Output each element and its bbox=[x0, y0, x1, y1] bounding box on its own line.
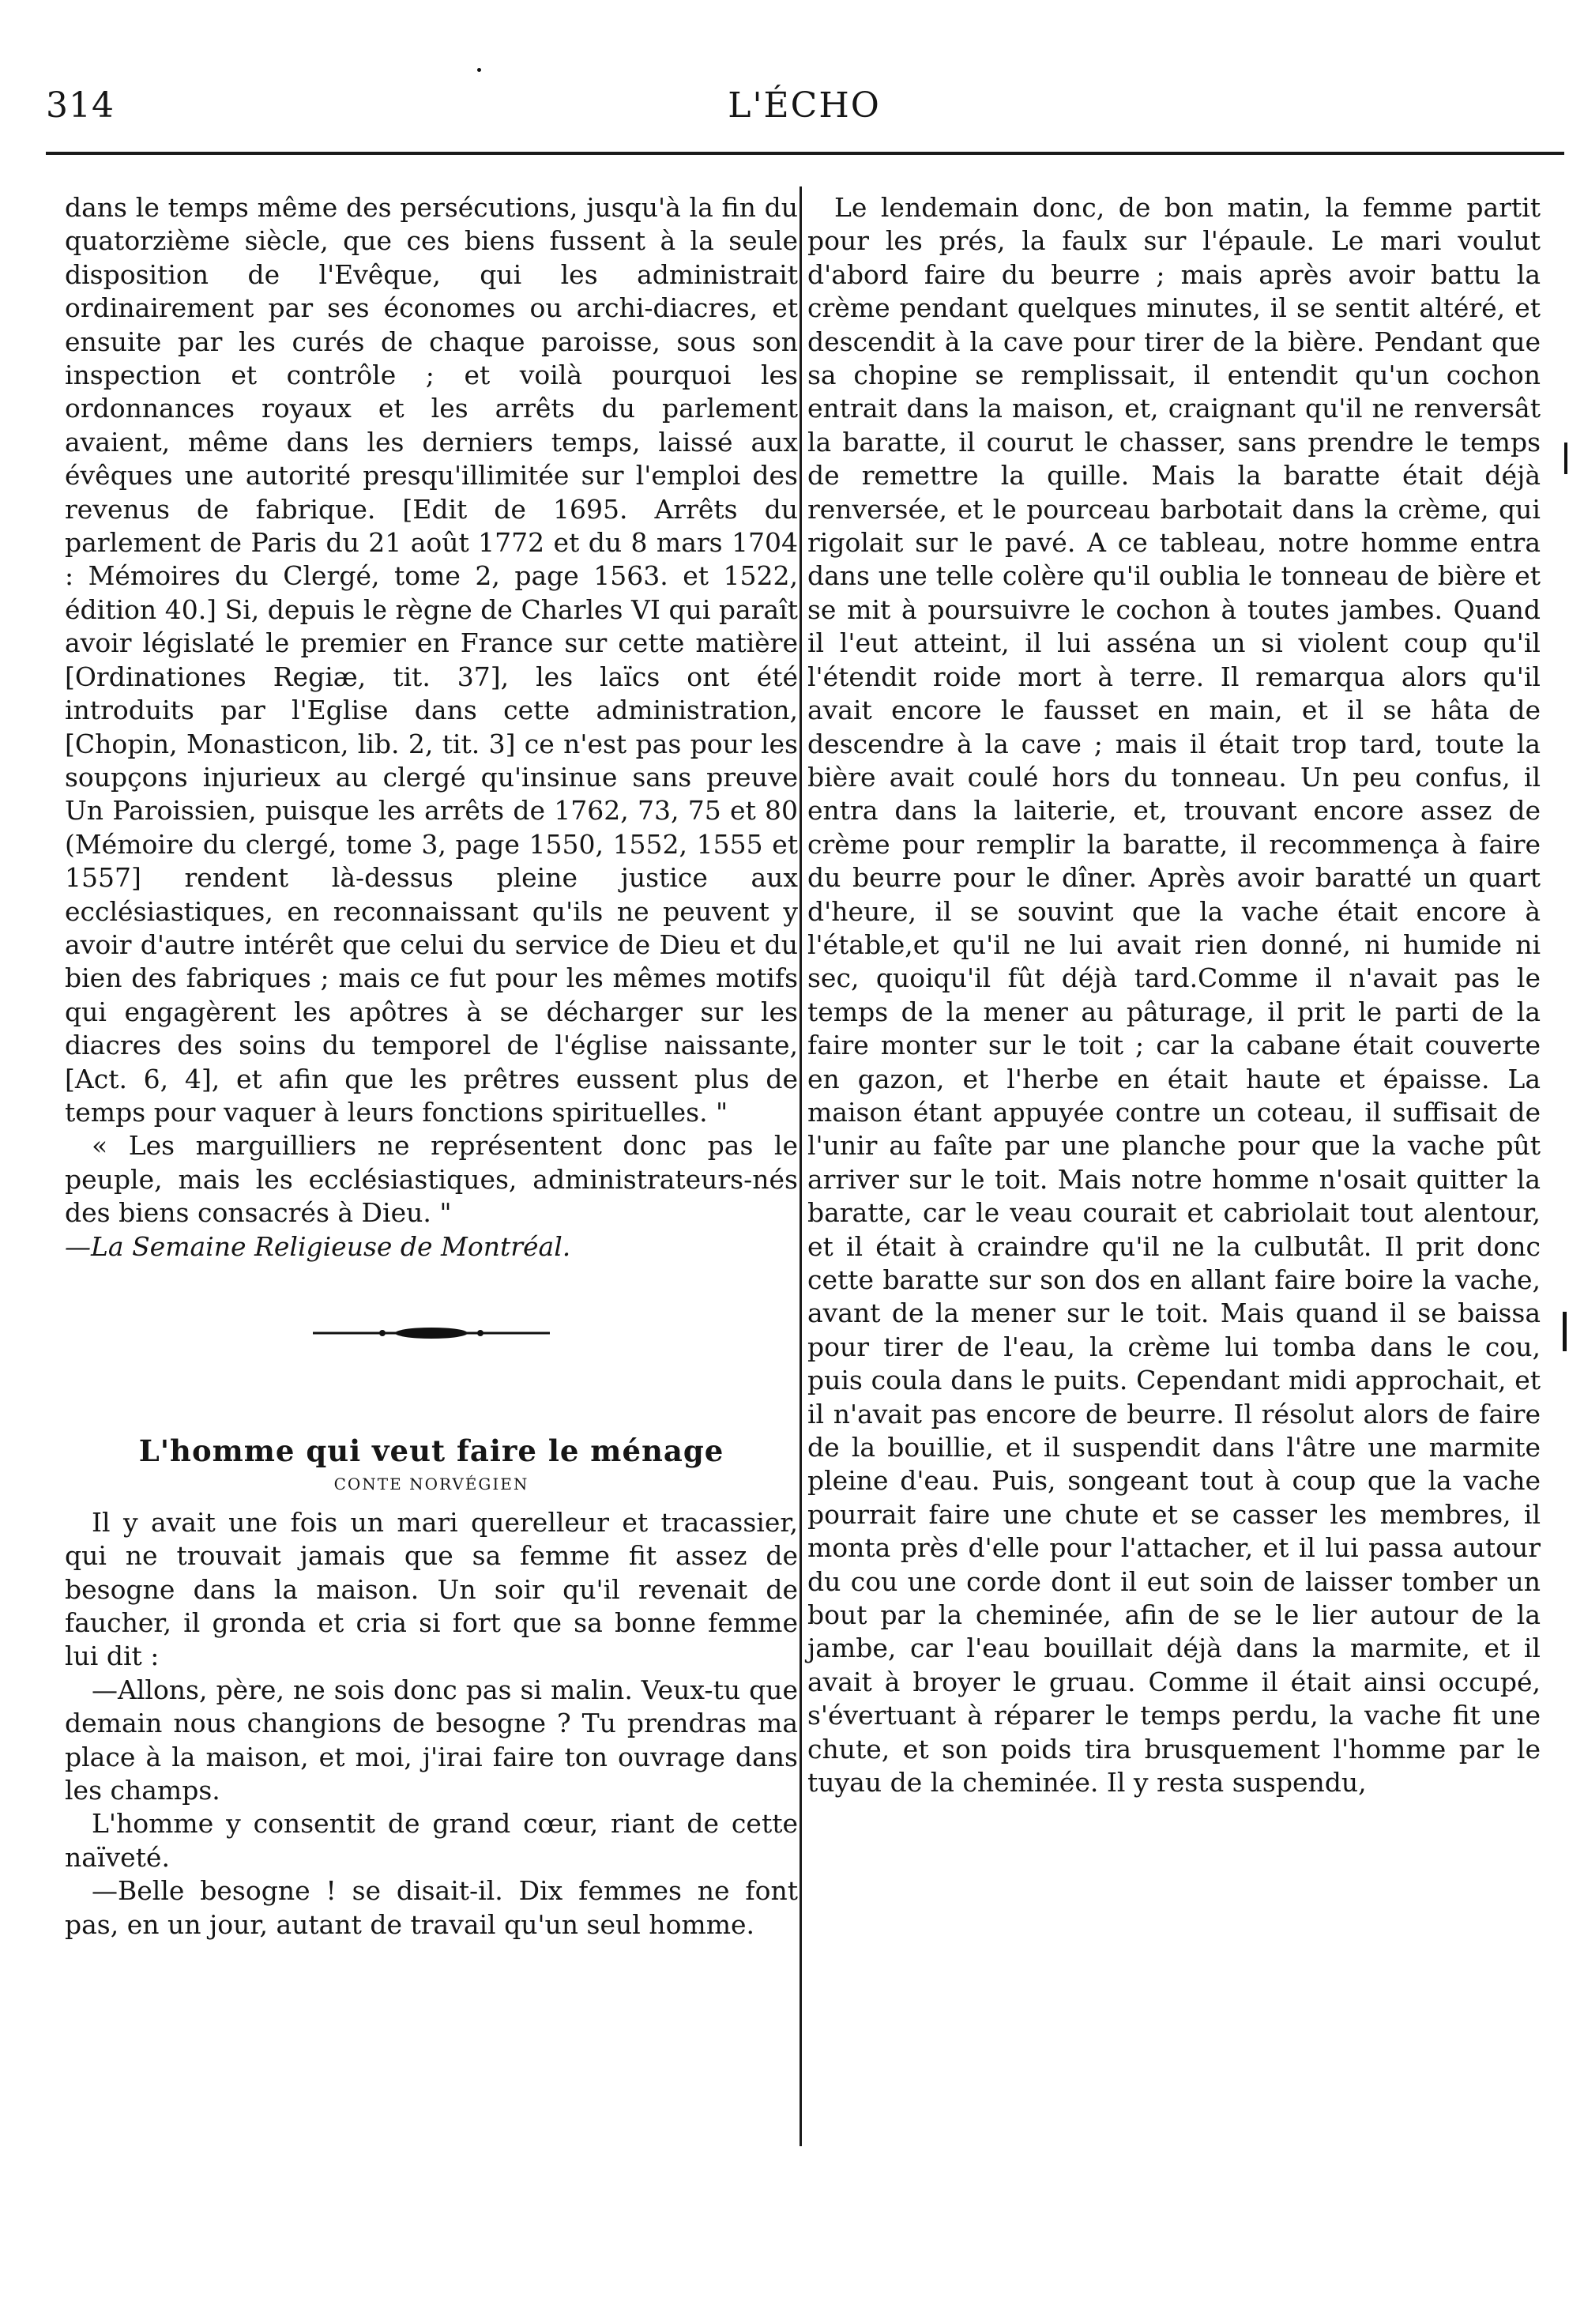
left-paragraph-6: —Belle besogne ! se disait-il. Dix femmes ne font pas, en un jour, autant de travail qu'un seul homme. bbox=[65, 1875, 798, 1940]
source-citation: —La Semaine Religieuse de Montréal. bbox=[65, 1230, 571, 1262]
right-paragraph-1: Le lendemain donc, de bon matin, la femme partit pour les prés, la faulx sur l'épaule. Le mari voulut d'abord faire du beurre ; mais après avoir battu la crème pendant quelques minutes, il se sentit altéré, et descendit à la cave pour tirer de la bière. Pendant que sa chopine se remplissait, il entendit qu'un cochon entrait dans la maison, et, craignant qu'il ne renversât la baratte, il courut le chasser, sans prendre le temps de remettre la quille. Mais la baratte était déjà renversée, et le pourceau barbotait dans la crème, qui rigolait sur le pavé. A ce tableau, notre homme entra dans une telle colère qu'il oublia le tonneau de bière et se mit à poursuivre le cochon à toutes jambes. Quand il l'eut atteint, il lui asséna un si violent coup qu'il l'étendit roide mort à terre. Il remarqua alors qu'il avait encore le fausset en main, et il se hâta de descendre à la cave ; mais il était trop tard, toute la bière avait coulé hors du tonneau. Un peu confus, il entra dans la laiterie, et, trouvant encore assez de crème pour remplir la baratte, il recommença à faire du beurre pour le dîner. Après avoir baratté un quart d'heure, il se souvint que la vache était encore à l'étable,et qu'il ne lui avait rien donné, ni humide ni sec, quoiqu'il fût déjà tard.Comme il n'avait pas le temps de la mener au pâturage, il prit le parti de la faire monter sur le toit ; car la cabane était couverte en gazon, et l'herbe en était haute et épaisse. La maison étant appuyée contre un coteau, il suffisait de l'unir au faîte par une planche pour que la vache pût arriver sur le toit. Mais notre homme n'osait quitter la baratte, car le veau courait et cabriolait tout alentour, et il était à craindre qu'il ne la culbutât. Il prit donc cette baratte sur son dos en allant faire boire la vache, avant de la mener sur le toit. Mais quand il se baissa pour tirer de l'eau, la crème lui tomba dans le cou, puis coula dans le puits. Cependant midi approchait, et il n'avait pas encore de beurre. Il résolut alors de faire de la bouillie, et il suspendit dans l'âtre une marmite pleine d'eau. Puis, songeant tout à coup que la vache pourrait faire une chute et se casser les membres, il monta près d'elle pour l'attacher, et il lui passa autour du cou une corde dont il eut soin de laisser tomber un bout par la cheminée, afin de se le lier autour de la jambe, car l'eau bouillait déjà dans la marmite, et il avait à broyer le gruau. Comme il était ainsi occupé, s'évertuant à réparer le temps perdu, la vache fit une chute, et son poids tira brusquement l'homme par le tuyau de la cheminée. Il y resta suspendu, bbox=[807, 192, 1541, 1799]
story-subtitle: CONTE NORVÉGIEN bbox=[333, 1475, 529, 1494]
scan-edge-mark bbox=[1564, 443, 1567, 474]
page-number: 314 bbox=[46, 85, 115, 126]
left-paragraph-1: dans le temps même des persécutions, jusqu'à la fin du quatorzième siècle, que ces biens fussent à la seule disposition de l'Evêque, qui les administrait ordinairement par ses économes ou archi-diacres, et ensuite par les curés de chaque paroisse, sous son inspection et contrôle ; et voilà pourquoi les ordonnances royaux et les arrêts du parlement avaient, même dans les derniers temps, laissé aux évêques une autorité presqu'illimitée sur l'emploi des revenus de fabrique. [Edit de 1695. Arrêts du parlement de Paris du 21 août 1772 et du 8 mars 1704 : Mémoires du Clergé, tome 2, page 1563. et 1522, édition 40.] Si, depuis le règne de Charles VI qui paraît avoir législaté le premier en France sur cette matière [Ordinationes Regiæ, tit. 37], les laïcs ont été introduits par l'Eglise dans cette administration, [Chopin, Monasticon, lib. 2, tit. 3] ce n'est pas pour les soupçons injurieux au clergé qu'insinue sans preuve Un Paroissien, puisque les arrêts de 1762, 73, 75 et 80 (Mémoire du clergé, tome 3, page 1550, 1552, 1555 et 1557] rendent là-dessus pleine justice aux ecclésiastiques, en reconnaissant qu'ils ne peuvent y avoir d'autre intérêt que celui du service de Dieu et du bien des fabriques ; mais ce fut pour les mêmes motifs qui engagèrent les apôtres à se décharger sur les diacres des soins du temporel de l'église naissante, [Act. 6, 4], et afin que les prêtres eussent plus de temps pour vaquer à leurs fonctions spirituelles. " bbox=[65, 192, 798, 1128]
page-header bbox=[46, 85, 1563, 141]
scan-dot bbox=[477, 68, 481, 72]
ornamental-rule-icon bbox=[281, 1324, 581, 1343]
section-ornament bbox=[65, 1264, 798, 1403]
left-paragraph-3: Il y avait une fois un mari querelleur et tracassier, qui ne trouvait jamais que sa femme fit assez de besogne dans la maison. Un soir qu'il revenait de faucher, il gronda et cria si fort que sa bonne femme lui dit : bbox=[65, 1506, 798, 1672]
left-column bbox=[65, 191, 798, 1942]
right-column bbox=[807, 191, 1541, 1800]
left-paragraph-4: —Allons, père, ne sois donc pas si malin. Veux-tu que demain nous changions de besogne ? Tu prendras ma place à la maison, et moi, j'irai faire ton ouvrage dans les champs. bbox=[65, 1674, 798, 1806]
header-rule bbox=[46, 152, 1564, 155]
story-title: L'homme qui veut faire le ménage bbox=[138, 1433, 724, 1468]
column-divider bbox=[800, 186, 802, 2146]
running-title: L'ÉCHO bbox=[728, 85, 881, 126]
left-paragraph-5: L'homme y consentit de grand cœur, riant de cette naïveté. bbox=[65, 1808, 798, 1873]
left-paragraph-2: « Les marguilliers ne représentent donc pas le peuple, mais les ecclésiastiques, administrateurs-nés des biens consacrés à Dieu. " bbox=[65, 1130, 798, 1229]
scan-edge-mark bbox=[1563, 1312, 1567, 1351]
